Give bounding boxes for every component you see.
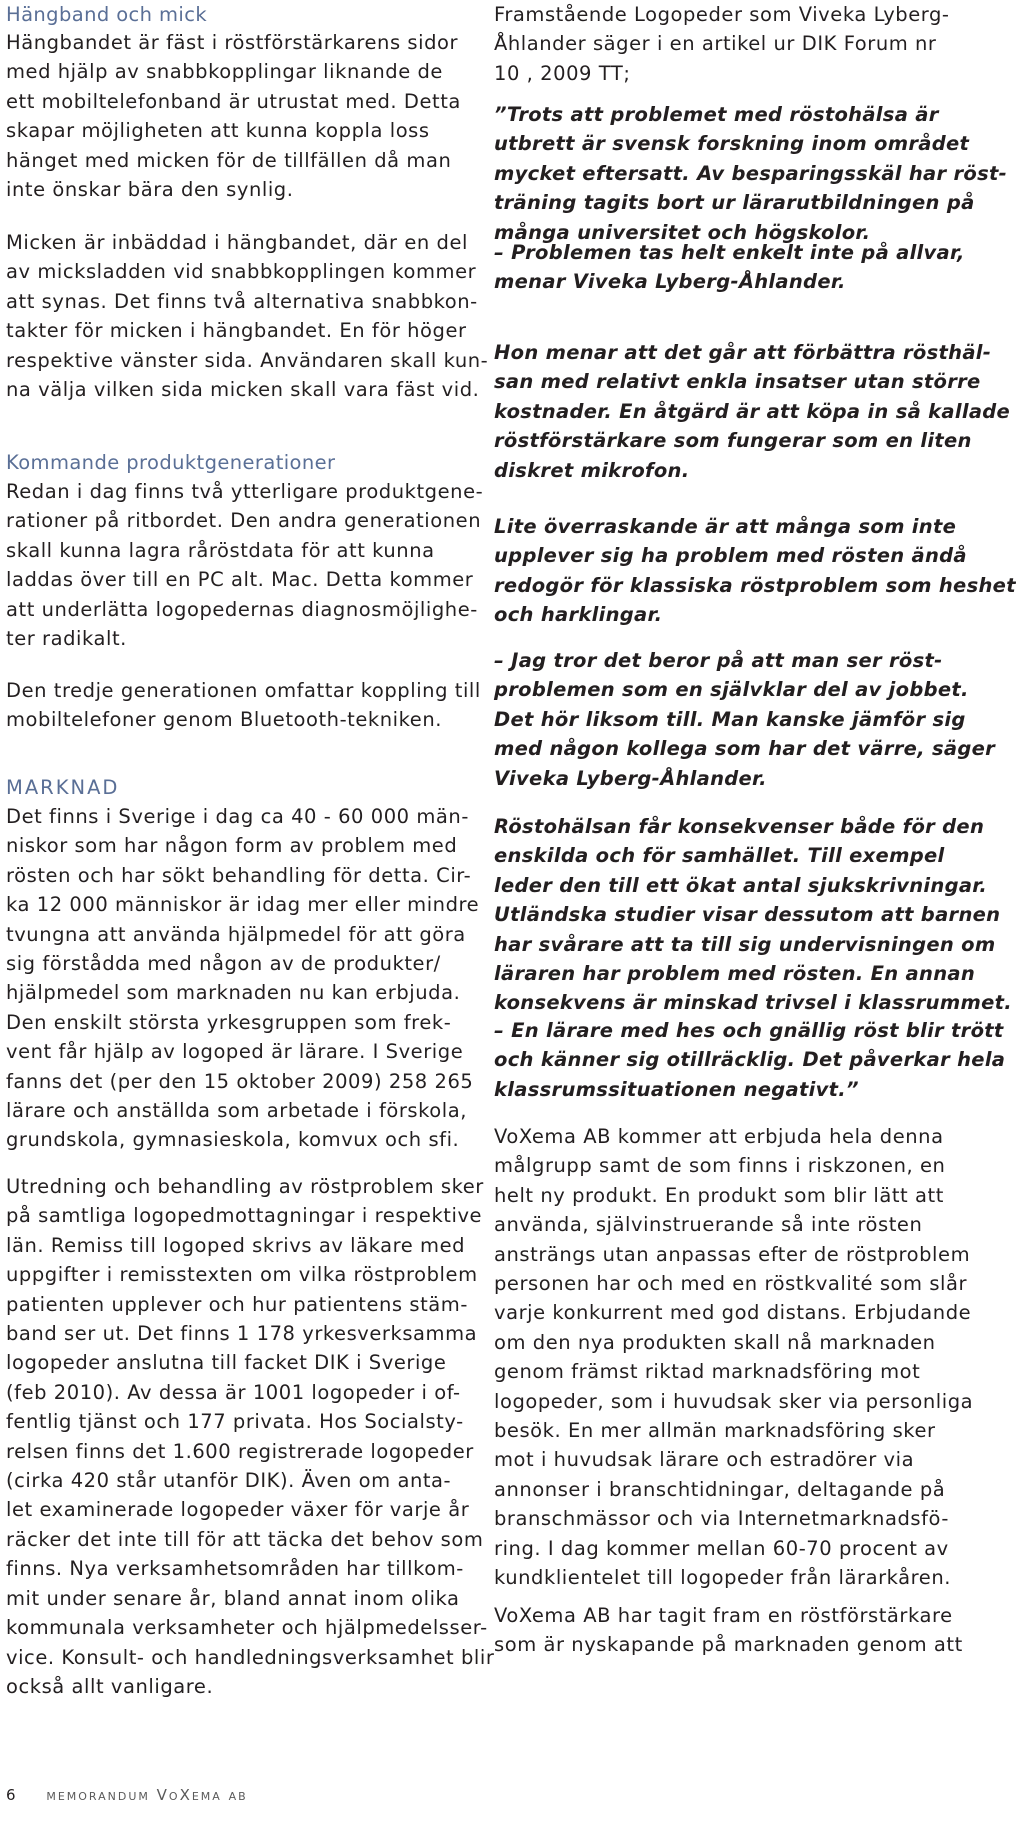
text-line: skall kunna lagra råröstdata för att kunna <box>6 538 435 562</box>
text-line: mycket eftersatt. Av besparingsskäl har röst- <box>494 161 1008 185</box>
text-line: räcker det inte till för att täcka det behov som <box>6 1527 484 1551</box>
text-line: Hängband och mick <box>6 3 208 26</box>
text-line: inte önskar bära den synlig. <box>6 178 294 202</box>
text-line: också allt vanligare. <box>6 1674 214 1698</box>
text-line: som är nyskapande på marknaden genom att <box>494 1633 963 1657</box>
text-line: 10 , 2009 TT; <box>494 61 631 85</box>
text-line: ring. I dag kommer mellan 60-70 procent av <box>494 1536 949 1560</box>
paragraph <box>6 228 488 404</box>
text-line: rationer på ritbordet. Den andra generationen <box>6 509 482 533</box>
text-line: (cirka 420 står utanför DIK). Även om anta- <box>6 1469 452 1493</box>
text-line: av micksladden vid snabbkopplingen kommer <box>6 260 477 284</box>
paragraph <box>6 28 461 204</box>
text-line: band ser ut. Det finns 1 178 yrkesverksamma <box>6 1322 478 1346</box>
text-line: ter radikalt. <box>6 627 127 651</box>
text-line: VoXema AB kommer att erbjuda hela denna <box>494 1125 944 1148</box>
text-line: Kommande produktgenerationer <box>6 451 336 474</box>
text-line: Viveka Lyberg-Åhlander. <box>494 766 767 790</box>
text-line: genom främst riktad marknadsföring mot <box>494 1360 921 1384</box>
text-line: san med relativt enkla insatser utan större <box>494 370 981 394</box>
paragraph <box>6 676 481 735</box>
section-heading <box>6 448 335 477</box>
text-line: patienten upplever och hur patientens stäm- <box>6 1292 468 1316</box>
text-line: let examinerade logopeder växer för varje år <box>6 1498 470 1522</box>
text-line: län. Remiss till logoped skrivs av läkare med <box>6 1233 466 1257</box>
text-line: skapar möjligheten att kunna koppla loss <box>6 119 430 143</box>
text-line: Åhlander säger i en artikel ur DIK Forum nr <box>494 32 937 56</box>
text-line: diskret mikrofon. <box>494 458 690 482</box>
text-line: – Problemen tas helt enkelt inte på allvar, <box>494 241 965 264</box>
paragraph <box>494 0 950 88</box>
text-line: ansträngs utan anpassas efter de röstproblem <box>494 1242 971 1266</box>
text-line: upplever sig ha problem med rösten ändå <box>494 544 967 568</box>
section-heading <box>6 0 207 29</box>
text-line: träning tagits bort ur lärarutbildningen på <box>494 191 975 215</box>
quote-paragraph <box>494 812 1012 1018</box>
text-line: och känner sig otillräcklig. Det påverkar hela <box>494 1048 1006 1072</box>
text-line: logopeder, som i huvudsak sker via personliga <box>494 1389 974 1413</box>
text-line: på samtliga logopedmottagningar i respektive <box>6 1204 483 1228</box>
text-line: MARKNAD <box>6 776 120 799</box>
text-line: varje konkurrent med god distans. Erbjudande <box>494 1301 972 1325</box>
text-line: röstförstärkare som fungerar som en liten <box>494 429 972 453</box>
text-line: fanns det (per den 15 oktober 2009) 258 265 <box>6 1069 474 1093</box>
text-line: laddas över till en PC alt. Mac. Detta kommer <box>6 568 474 592</box>
text-line: ett mobiltelefonband är utrustat med. Detta <box>6 89 461 113</box>
paragraph <box>494 1122 973 1593</box>
text-line: målgrupp samt de som finns i riskzonen, en <box>494 1154 946 1178</box>
text-line: ”Trots att problemet med röstohälsa är <box>494 103 939 126</box>
text-line: logopeder anslutna till facket DIK i Sverige <box>6 1351 447 1375</box>
document-title: memorandum VoXema ab <box>46 1786 248 1804</box>
text-line: grundskola, gymnasieskola, komvux och sfi. <box>6 1128 460 1152</box>
text-line: Lite överraskande är att många som inte <box>494 515 957 538</box>
text-line: vice. Konsult- och handledningsverksamhet blir <box>6 1645 495 1669</box>
text-line: Hon menar att det går att förbättra rösthäl- <box>494 341 992 364</box>
text-line: att synas. Det finns två alternativa snabbkon- <box>6 289 478 313</box>
text-line: Den tredje generationen omfattar koppling till <box>6 679 481 702</box>
text-line: med någon kollega som har det värre, säger <box>494 737 996 761</box>
quote-paragraph <box>494 1016 1005 1104</box>
text-line: Utredning och behandling av röstproblem sker <box>6 1175 484 1198</box>
text-line: Redan i dag finns två ytterligare produktgene- <box>6 480 484 503</box>
text-line: konsekvens är minskad trivsel i klassrummet. <box>494 991 1012 1015</box>
text-line: att underlätta logopedernas diagnosmöjlighe- <box>6 597 478 621</box>
paragraph <box>6 1172 494 1701</box>
text-line: har svårare att ta till sig undervisningen om <box>494 932 996 956</box>
text-line: VoXema AB har tagit fram en röstförstärkare <box>494 1604 953 1627</box>
text-line: hänget med micken för de tillfällen då man <box>6 148 452 172</box>
text-line: kundklientelet till logopeder från lärarkåren. <box>494 1566 951 1590</box>
text-line: mit under senare år, bland annat inom olika <box>6 1586 460 1610</box>
text-line: besök. En mer allmän marknadsföring sker <box>494 1419 936 1443</box>
quote-paragraph <box>494 100 1007 247</box>
text-line: redogör för klassiska röstproblem som heshet <box>494 573 1016 597</box>
quote-paragraph <box>494 512 1016 630</box>
page-number: 6 <box>6 1786 16 1804</box>
text-line: enskilda och för samhället. Till exempel <box>494 844 945 868</box>
text-line: mot i huvudsak lärare och estradörer via <box>494 1448 915 1472</box>
text-line: kommunala verksamheter och hjälpmedelsser- <box>6 1616 488 1640</box>
text-line: branschmässor och via Internetmarknadsfö- <box>494 1507 949 1531</box>
text-line: använda, självinstruerande så inte rösten <box>494 1213 923 1237</box>
text-line: relsen finns det 1.600 registrerade logopeder <box>6 1439 474 1463</box>
text-line: lärare och anställda som arbetade i förskola, <box>6 1099 467 1123</box>
text-line: Framstående Logopeder som Viveka Lyberg- <box>494 3 950 26</box>
text-line: sig förstådda med någon av de produkter/ <box>6 952 441 976</box>
text-line: helt ny produkt. En produkt som blir lätt att <box>494 1183 944 1207</box>
text-line: kostnader. En åtgärd är att köpa in så kallade <box>494 399 1011 423</box>
text-line: läraren har problem med rösten. En annan <box>494 962 976 986</box>
quote-paragraph <box>494 238 965 297</box>
text-line: finns. Nya verksamhetsområden har tillkom- <box>6 1557 464 1581</box>
text-line: klassrumssituationen negativt.” <box>494 1077 859 1101</box>
text-line: takter för micken i hängbandet. En för höger <box>6 319 467 343</box>
text-line: uppgifter i remisstexten om vilka röstproblem <box>6 1263 478 1287</box>
text-line: – En lärare med hes och gnällig röst blir trött <box>494 1019 1004 1042</box>
quote-paragraph <box>494 646 995 793</box>
text-line: Det hör liksom till. Man kanske jämför sig <box>494 707 966 731</box>
text-line: problemen som en självklar del av jobbet. <box>494 678 969 702</box>
text-line: Hängbandet är fäst i röstförstärkarens sidor <box>6 31 459 54</box>
text-line: personen har och med en röstkvalité som slår <box>494 1272 968 1296</box>
text-line: med hjälp av snabbkopplingar liknande de <box>6 60 443 84</box>
paragraph <box>6 802 479 1155</box>
text-line: Röstohälsan får konsekvenser både för den <box>494 815 985 838</box>
text-line: vent får hjälp av logoped är lärare. I Sverige <box>6 1040 464 1064</box>
text-line: – Jag tror det beror på att man ser röst- <box>494 649 943 672</box>
text-line: hjälpmedel som marknaden nu kan erbjuda. <box>6 981 461 1005</box>
text-line: ka 12 000 människor är idag mer eller mindre <box>6 893 480 917</box>
text-line: leder den till ett ökat antal sjukskrivningar. <box>494 873 988 897</box>
text-line: om den nya produkten skall nå marknaden <box>494 1330 936 1354</box>
text-line: mobiltelefoner genom Bluetooth-tekniken. <box>6 708 442 732</box>
text-line: menar Viveka Lyberg-Åhlander. <box>494 270 846 294</box>
text-line: annonser i branschtidningar, deltagande på <box>494 1477 946 1501</box>
quote-paragraph <box>494 338 1010 485</box>
paragraph <box>6 477 483 653</box>
text-line: tvungna att använda hjälpmedel för att göra <box>6 922 466 946</box>
text-line: många universitet och högskolor. <box>494 220 871 244</box>
text-line: utbrett är svensk forskning inom området <box>494 132 970 156</box>
text-line: rösten och har sökt behandling för detta. Cir- <box>6 863 472 887</box>
paragraph <box>494 1601 963 1660</box>
text-line: (feb 2010). Av dessa är 1001 logopeder i of- <box>6 1380 461 1404</box>
text-line: Micken är inbäddad i hängbandet, där en del <box>6 231 468 254</box>
page-footer <box>6 1785 248 1805</box>
text-line: fentlig tjänst och 177 privata. Hos Socialsty- <box>6 1410 464 1434</box>
text-line: och harklingar. <box>494 603 663 627</box>
text-line: Det finns i Sverige i dag ca 40 - 60 000 män- <box>6 805 469 828</box>
section-heading <box>6 773 119 802</box>
text-line: niskor som har någon form av problem med <box>6 834 458 858</box>
text-line: Utländska studier visar dessutom att barnen <box>494 903 1001 927</box>
text-line: Den enskilt största yrkesgruppen som frek- <box>6 1010 452 1034</box>
text-line: na välja vilken sida micken skall vara fäst vid. <box>6 378 480 402</box>
text-line: respektive vänster sida. Användaren skall kun- <box>6 348 489 372</box>
